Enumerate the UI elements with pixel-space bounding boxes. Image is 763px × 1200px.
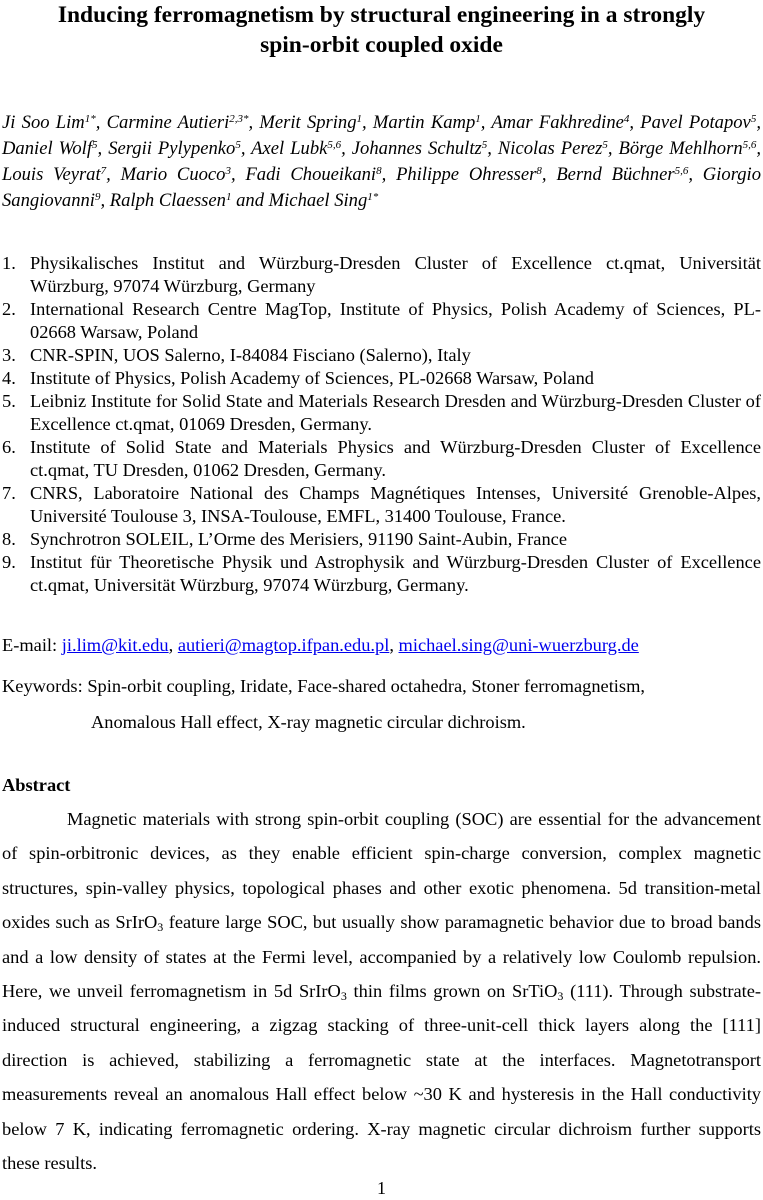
email-link-autieri[interactable]: autieri@magtop.ifpan.edu.pl [177, 635, 390, 655]
affiliation-text: CNR-SPIN, UOS Salerno, I-84084 Fisciano (Salerno), Italy [30, 345, 471, 365]
affiliation-item [2, 252, 761, 298]
author-separator: , [381, 164, 397, 185]
affiliation-text: Institut für Theoretische Physik und Astrophysik and Würzburg-Dresden Cluster of Excellence ct.qmat, Universität Würzburg, 97074 Würzburg, Germany. [30, 552, 761, 595]
email-line [2, 633, 761, 657]
author-separator: , [100, 190, 110, 211]
author-affiliation-marker: 5 [92, 139, 98, 151]
affiliation-text: Synchrotron SOLEIL, L’Orme des Merisiers, 91190 Saint-Aubin, France [30, 529, 567, 549]
author-name: Ji Soo Lim [2, 112, 85, 133]
affiliation-item [2, 436, 761, 482]
email-link-sing[interactable]: michael.sing@uni-wuerzburg.de [398, 635, 639, 655]
author-separator: , [688, 164, 703, 185]
abstract-text: thin films grown on SrTiO [346, 981, 558, 1002]
author-affiliation-marker: 1* [84, 113, 96, 125]
author-affiliation-marker: 7 [100, 165, 107, 177]
title-line-2: spin-orbit coupled oxide [260, 32, 503, 58]
affiliation-number: 7. [2, 483, 16, 503]
abstract-text: feature large SOC, but usually show paramagnetic behavior due to broad bands and a low density of states at the Fermi level, accompanied by a relatively low Coulomb repulsion. Here, we unveil ferromagnetism in 5d SrIrO [2, 912, 761, 1002]
abstract-text: Magnetic materials with strong spin-orbit coupling (SOC) are essential for the advancement of spin-orbitronic devices, as they enable efficient spin-charge conversion, complex magnetic structures, spin-valley physics, topological phases and other exotic phenomena. 5d transition-metal oxides such as SrIrO [2, 809, 761, 933]
author-affiliation-marker: 1 [475, 113, 481, 125]
author-separator: , [97, 138, 109, 159]
author-affiliation-marker: 9 [94, 191, 101, 203]
affiliation-item [2, 367, 761, 390]
author-name: Pavel Potapov [640, 112, 751, 133]
affiliation-text: Institute of Physics, Polish Academy of Sciences, PL-02668 Warsaw, Poland [30, 368, 594, 388]
affiliation-text: Leibniz Institute for Solid State and Materials Research Dresden and Würzburg-Dresden Cluster of Excellence ct.qmat, 01069 Dresden, Germany. [30, 391, 761, 434]
affiliation-text: Physikalisches Institut and Würzburg-Dresden Cluster of Excellence ct.qmat, Universität Würzburg, 97074 Würzburg, Germany [30, 253, 761, 296]
affiliation-item [2, 482, 761, 528]
author-separator: , [95, 112, 107, 133]
author-name: Carmine Autieri [106, 112, 230, 133]
affiliation-number: 9. [2, 552, 16, 572]
affiliation-item [2, 298, 761, 344]
affiliation-number: 5. [2, 391, 16, 411]
author-name: Martin Kamp [372, 112, 476, 133]
keywords-line-1: Spin-orbit coupling, Iridate, Face-shared octahedra, Stoner ferromagnetism, [87, 676, 645, 696]
paper-title [0, 0, 763, 60]
affiliation-number: 1. [2, 253, 16, 273]
author-name: Ralph Claessen [109, 190, 226, 211]
abstract-heading: Abstract [2, 775, 71, 795]
author-affiliation-marker: 8 [376, 165, 382, 177]
author-affiliation-marker: 5 [235, 139, 241, 151]
affiliation-item [2, 344, 761, 367]
author-affiliation-marker: 5 [602, 139, 608, 151]
subscript: 3 [340, 989, 347, 1004]
author-affiliation-marker: 1 [356, 113, 363, 125]
author-name: Giorgio Sangiovanni [2, 164, 761, 211]
author-name: Mario Cuoco [120, 164, 226, 185]
affiliation-text: Institute of Solid State and Materials Physics and Würzburg-Dresden Cluster of Excellence ct.qmat, TU Dresden, 01062 Dresden, Germany. [30, 437, 761, 480]
author-name: Börge Mehlhorn [618, 138, 743, 159]
author-name: Fadi Choueikani [245, 164, 377, 185]
author-name: Bernd Büchner [556, 164, 675, 185]
affiliation-item [2, 551, 761, 597]
author-separator: , [480, 112, 492, 133]
author-name: Nicolas Perez [497, 138, 603, 159]
author-separator: and [231, 190, 269, 211]
author-affiliation-marker: 1 [225, 191, 232, 203]
email-label: E-mail: [2, 635, 62, 655]
author-affiliation-marker: 5,6 [742, 139, 757, 151]
author-name: Johannes Schultz [351, 138, 482, 159]
affiliation-list [2, 252, 761, 597]
author-name: Philippe Ohresser [396, 164, 537, 185]
author-affiliation-marker: 4 [623, 113, 630, 125]
author-list [2, 110, 761, 214]
author-affiliation-marker: 3 [225, 165, 231, 177]
author-name: Amar Fakhredine [491, 112, 624, 133]
author-separator: , [487, 138, 498, 159]
keywords-line-2: Anomalous Hall effect, X-ray magnetic circular dichroism. [91, 712, 526, 732]
author-name: Michael Sing [268, 190, 368, 211]
author-affiliation-marker: 5 [750, 113, 757, 125]
keywords-label: Keywords: [2, 676, 88, 696]
subscript: 3 [157, 920, 164, 935]
author-name: Sergii Pylypenko [108, 138, 236, 159]
author-separator: , [629, 112, 641, 133]
author-affiliation-marker: 8 [536, 165, 542, 177]
abstract-body [2, 802, 761, 1180]
affiliation-number: 4. [2, 368, 16, 388]
author-separator: , [240, 138, 252, 159]
author-name: Merit Spring [259, 112, 357, 133]
author-separator: , [248, 112, 260, 133]
author-separator: , [756, 112, 761, 133]
author-separator: , [607, 138, 619, 159]
author-affiliation-marker: 5,6 [674, 165, 689, 177]
affiliation-number: 6. [2, 437, 16, 457]
affiliation-number: 8. [2, 529, 16, 549]
affiliation-text: CNRS, Laboratoire National des Champs Magnétiques Intenses, Université Grenoble-Alpes, Université Toulouse 3, INSA-Toulouse, EMFL, 31400 Toulouse, France. [30, 483, 761, 526]
author-affiliation-marker: 5,6 [327, 139, 342, 151]
author-affiliation-marker: 2,3* [229, 113, 249, 125]
keywords [2, 668, 761, 740]
subscript: 3 [557, 989, 564, 1004]
affiliation-number: 2. [2, 299, 16, 319]
abstract-text: (111). Through substrate-induced structural engineering, a zigzag stacking of three-unit-cell thick layers along the [111] direction is achieved, stabilizing a ferromagnetic state at the interfaces. Magnetotransport measurements reveal an anomalous Hall effect below ~30 K and hysteresis in the Hall conductivity below 7 K, indicating ferromagnetic ordering. X-ray magnetic circular dichroism further supports these results. [2, 981, 762, 1174]
page-number: 1 [377, 1178, 386, 1198]
author-name: Daniel Wolf [2, 138, 93, 159]
affiliation-text: International Research Centre MagTop, Institute of Physics, Polish Academy of Sciences, PL-02668 Warsaw, Poland [30, 299, 761, 342]
author-separator: , [230, 164, 246, 185]
title-line-1: Inducing ferromagnetism by structural engineering in a strongly [57, 2, 706, 28]
author-separator: , [362, 112, 373, 133]
author-affiliation-marker: 1* [367, 191, 379, 203]
email-separator: , [168, 635, 178, 655]
author-affiliation-marker: 5 [481, 139, 488, 151]
author-name: Axel Lubk [251, 138, 328, 159]
author-name: Louis Veyrat [2, 164, 101, 185]
affiliation-number: 3. [2, 345, 16, 365]
email-link-lim[interactable]: ji.lim@kit.edu [61, 635, 169, 655]
author-separator: , [341, 138, 352, 159]
author-separator: , [756, 138, 762, 159]
affiliation-item [2, 390, 761, 436]
author-separator: , [541, 164, 557, 185]
affiliation-item [2, 528, 761, 551]
author-separator: , [106, 164, 121, 185]
email-separator: , [389, 635, 399, 655]
